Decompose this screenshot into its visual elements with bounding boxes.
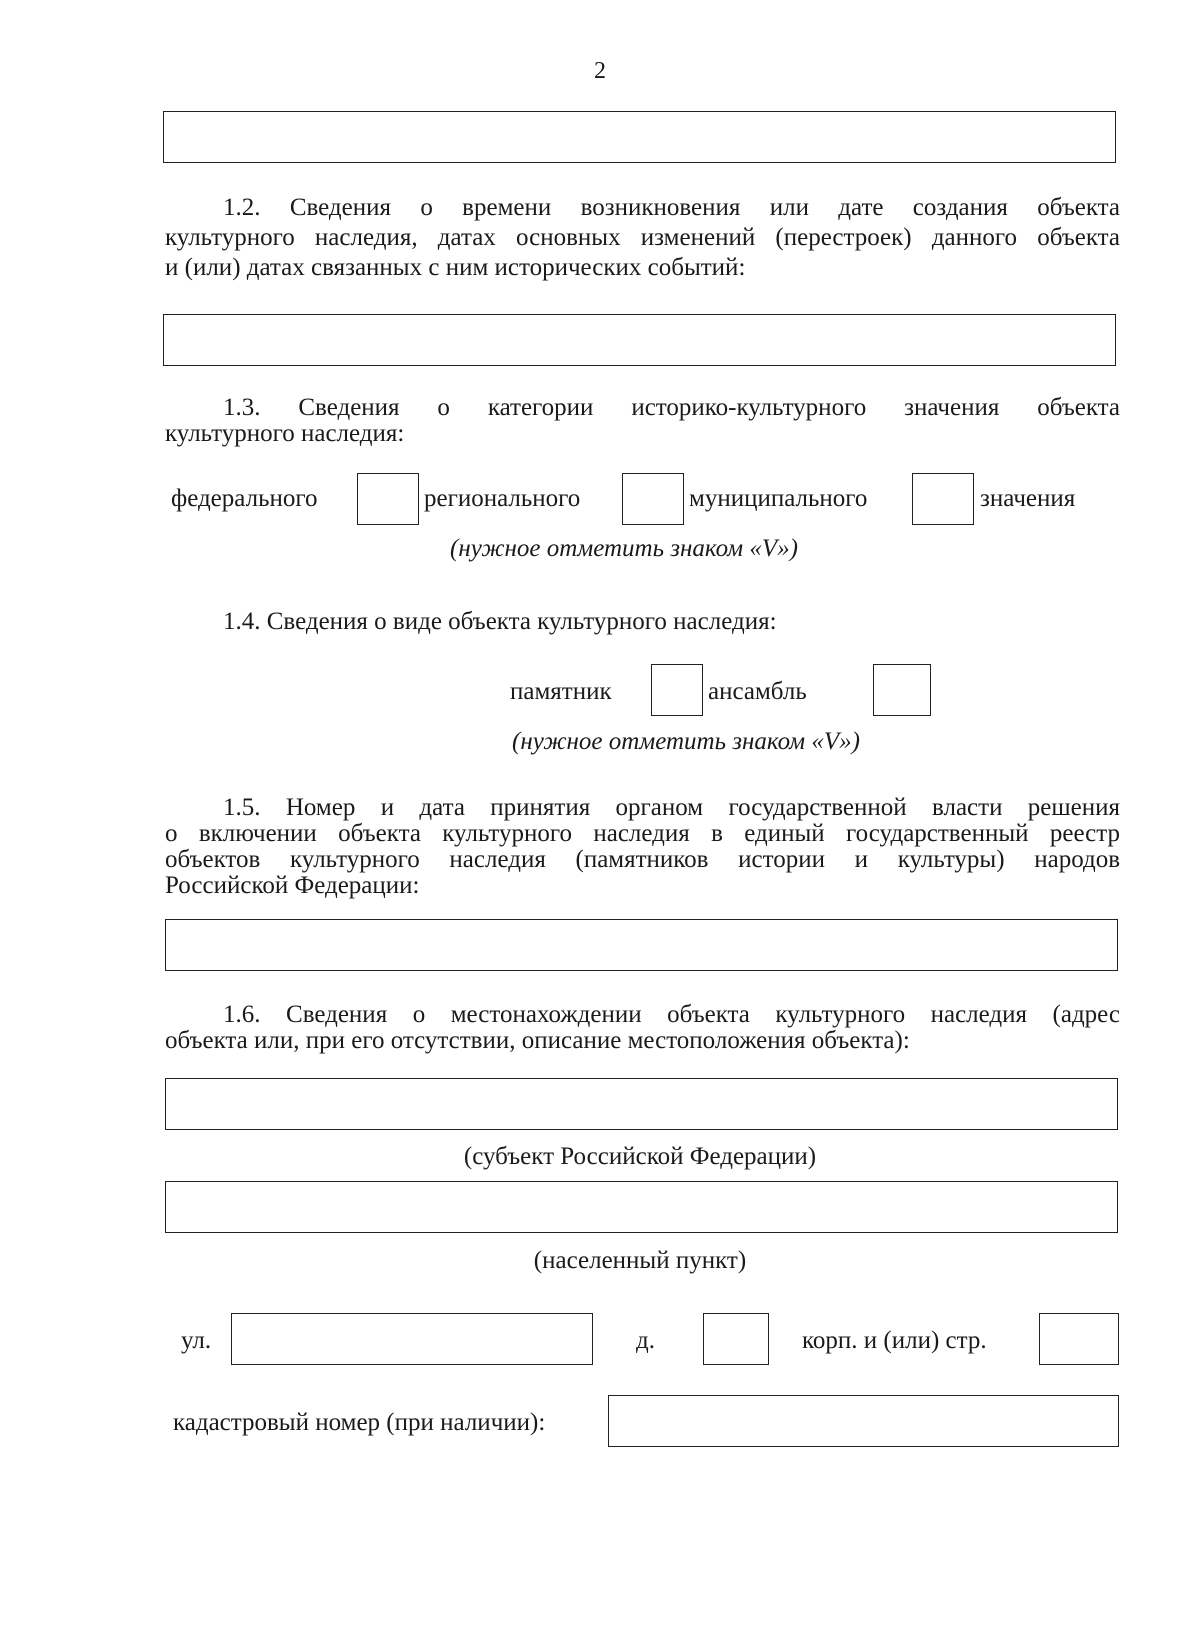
section-1-5-line-1: 1.5. Номер и дата принятия органом государственной власти решения xyxy=(223,794,1120,821)
monument-label: памятник xyxy=(510,678,612,705)
house-label: д. xyxy=(636,1327,655,1354)
section-1-5-text xyxy=(165,795,1120,899)
regional-checkbox[interactable] xyxy=(622,473,684,525)
category-note: (нужное отметить знаком «V») xyxy=(450,535,798,562)
regional-label: регионального xyxy=(424,485,581,512)
federal-checkbox[interactable] xyxy=(357,473,419,525)
page-number: 2 xyxy=(594,58,606,84)
building-label: корп. и (или) стр. xyxy=(802,1327,987,1354)
section-1-2-text xyxy=(165,193,1120,283)
section-1-3-line-1: 1.3. Сведения о категории историко-культурного значения объекта xyxy=(223,394,1120,421)
subject-caption: (субъект Российской Федерации) xyxy=(463,1143,817,1170)
significance-label: значения xyxy=(980,485,1076,512)
cadastral-label: кадастровый номер (при наличии): xyxy=(173,1409,546,1436)
object-name-field[interactable] xyxy=(163,111,1116,163)
registry-decision-field[interactable] xyxy=(165,919,1118,971)
section-1-3-text xyxy=(165,395,1120,447)
section-1-4-title: 1.4. Сведения о виде объекта культурного наследия: xyxy=(223,608,777,635)
monument-checkbox[interactable] xyxy=(651,664,703,716)
street-label: ул. xyxy=(181,1327,212,1354)
section-1-3-line-2: культурного наследия: xyxy=(165,420,405,447)
section-1-2-line-1: 1.2. Сведения о времени возникновения или дате создания объекта xyxy=(223,194,1120,221)
section-1-2-line-2: культурного наследия, датах основных изменений (перестроек) данного объекта xyxy=(165,224,1120,251)
section-1-5-line-2: о включении объекта культурного наследия в единый государственный реестр xyxy=(165,820,1120,847)
cadastral-field[interactable] xyxy=(608,1395,1119,1447)
ensemble-label: ансамбль xyxy=(708,678,807,705)
section-1-5-line-4: Российской Федерации: xyxy=(165,872,420,899)
building-field[interactable] xyxy=(1039,1313,1119,1365)
section-1-6-line-2: объекта или, при его отсутствии, описание местоположения объекта): xyxy=(165,1027,910,1054)
municipal-checkbox[interactable] xyxy=(912,473,974,525)
house-field[interactable] xyxy=(703,1313,769,1365)
ensemble-checkbox[interactable] xyxy=(873,664,931,716)
subject-field[interactable] xyxy=(165,1078,1118,1130)
kind-note: (нужное отметить знаком «V») xyxy=(512,728,860,755)
federal-label: федерального xyxy=(171,485,318,512)
section-1-5-line-3: объектов культурного наследия (памятников истории и культуры) народов xyxy=(165,846,1120,873)
street-field[interactable] xyxy=(231,1313,593,1365)
locality-field[interactable] xyxy=(165,1181,1118,1233)
creation-date-field[interactable] xyxy=(163,314,1116,366)
municipal-label: муниципального xyxy=(689,485,868,512)
section-1-2-line-3: и (или) датах связанных с ним исторических событий: xyxy=(165,254,746,281)
section-1-6-line-1: 1.6. Сведения о местонахождении объекта культурного наследия (адрес xyxy=(223,1001,1120,1028)
section-1-6-text xyxy=(165,1002,1120,1054)
locality-caption: (населенный пункт) xyxy=(533,1247,747,1274)
